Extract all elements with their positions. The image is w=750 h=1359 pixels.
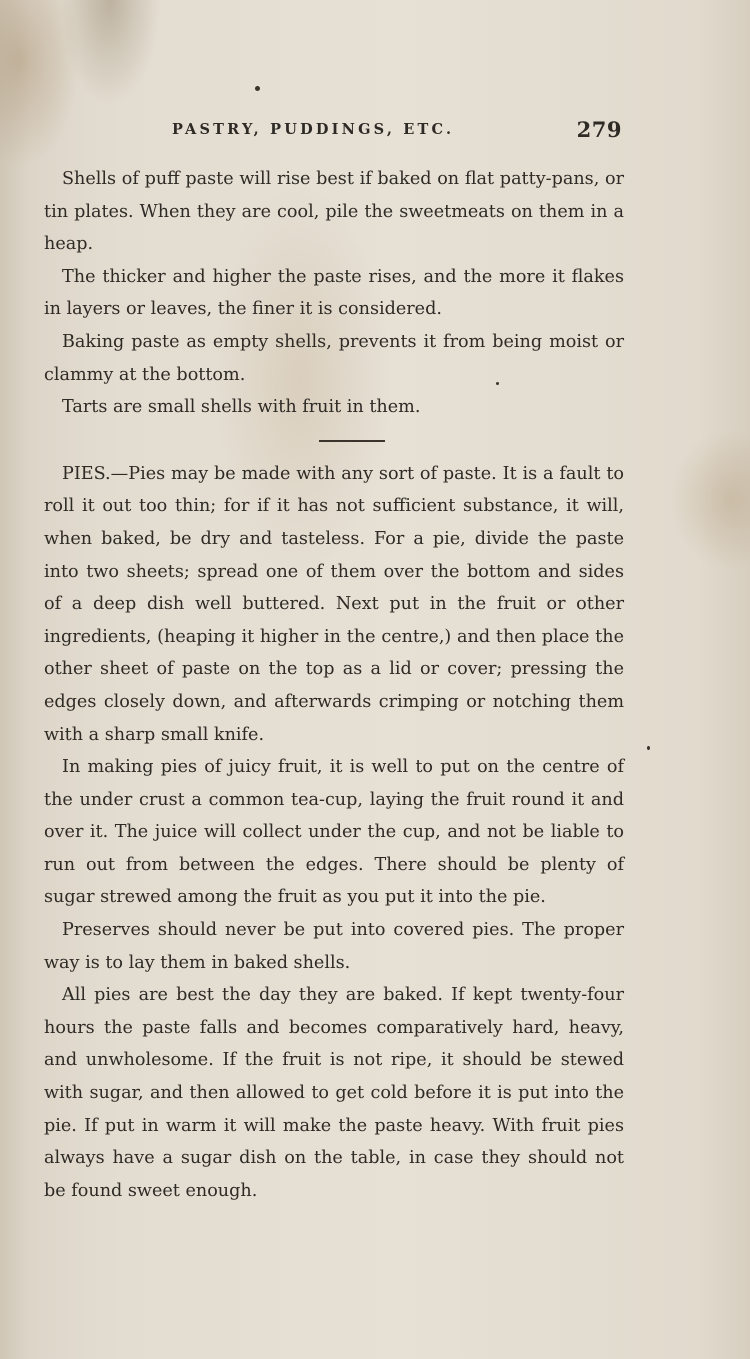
ink-speck <box>255 86 260 91</box>
paragraph: The thicker and higher the paste rises, and the more it flakes in layers or leaves, the finer it is considered. <box>44 266 624 320</box>
body-text <box>44 163 624 1207</box>
ink-speck <box>647 746 650 750</box>
paragraph: Preserves should never be put into covered pies. The proper way is to lay them in baked shells. <box>44 920 624 973</box>
section-heading: PIES. <box>62 463 111 484</box>
running-title: PASTRY, PUDDINGS, ETC. <box>172 121 455 138</box>
section-body: —Pies may be made with any sort of paste. It is a fault to roll it out too thin; for if it has not sufficient substance, it will, when baked, be dry and tasteless. For a pie, divide the paste into two sheets; spread one of them over the bottom and sides of a deep dish well buttered. Next put in the fruit or other ingredients, (heaping it higher in the centre,) and then place the other sheet of paste on the top as a lid or cover; pressing the edges closely down, and afterwards crimping or notching them with a sharp small knife. <box>44 463 624 745</box>
page-number: 279 <box>576 117 622 142</box>
section-divider <box>319 440 385 442</box>
running-head <box>40 117 626 143</box>
paragraph: Baking paste as empty shells, prevents it from being moist or clammy at the bottom. <box>44 331 624 385</box>
paragraph: Shells of puff paste will rise best if baked on flat patty-pans, or tin plates. When they are cool, pile the sweetmeats on them in a heap. <box>44 169 624 255</box>
paragraph: In making pies of juicy fruit, it is well to put on the centre of the under crust a common tea-cup, laying the fruit round it and over it. The juice will collect under the cup, and not be liable to run out from between the edges. There should be plenty of sugar strewed among the fruit as you put it into the pie. <box>44 757 624 908</box>
pies-paragraph <box>44 458 624 751</box>
paragraph: All pies are best the day they are baked. If kept twenty-four hours the paste falls and becomes comparatively hard, heavy, and unwholesome. If the fruit is not ripe, it should be stewed with sugar, and then allowed to get cold before it is put into the pie. If put in warm it will make the paste heavy. With fruit pies always have a sugar dish on the table, in case they should not be found sweet enough. <box>44 985 624 1201</box>
paragraph: Tarts are small shells with fruit in them. <box>62 397 421 418</box>
